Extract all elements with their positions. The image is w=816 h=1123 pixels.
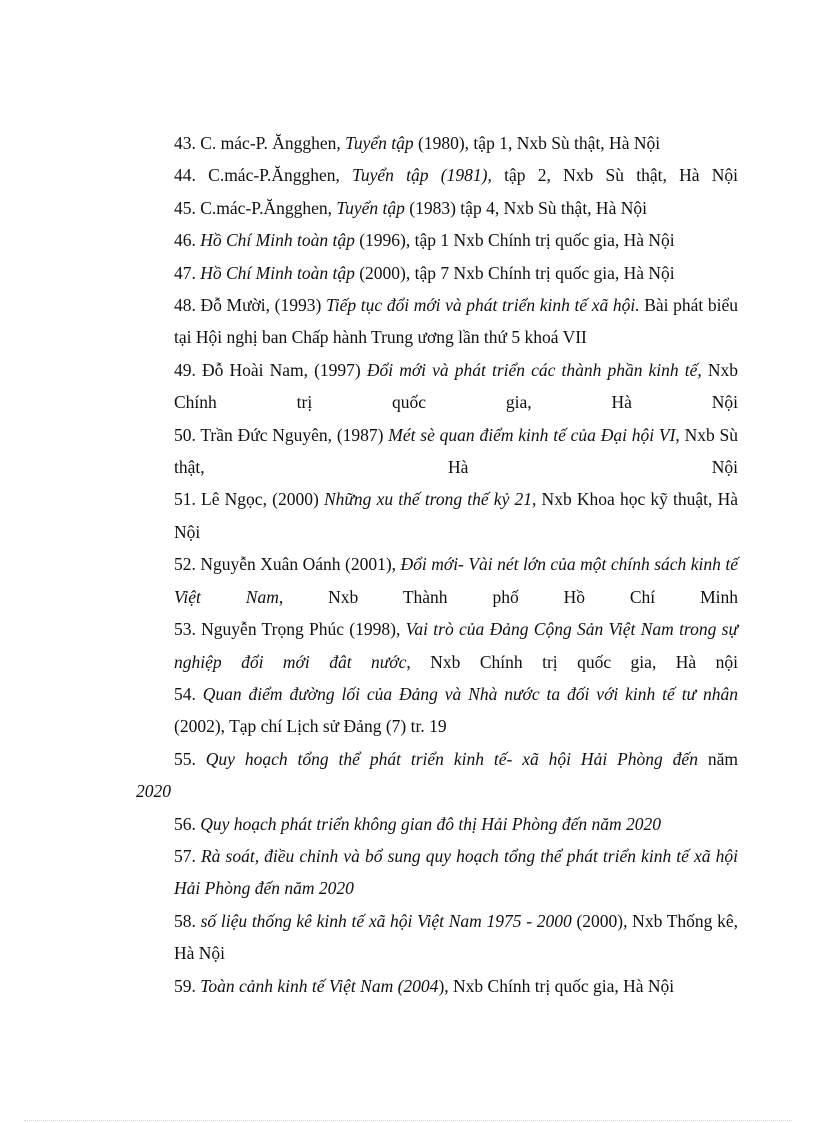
entry-details: năm: [697, 748, 738, 769]
entry-author: Trần Đức Nguyên, (1987): [200, 424, 389, 445]
entry-title-tail: 2020: [136, 781, 171, 802]
entry-number: 49.: [174, 359, 196, 380]
entry-title: số liệu thống kê kinh tế xã hội Việt Nam 1975 - 2000: [200, 910, 572, 931]
entry-details: tập 2, Nxb Sù thật, Hà Nội: [491, 165, 738, 186]
entry-author: Lê Ngọc, (2000): [201, 489, 324, 510]
entry-details: , Nxb Sù thật, Hà Nội: [174, 424, 739, 478]
entry-title: Những xu thế trong thế kỷ 21: [323, 489, 533, 510]
entry-number: 51.: [174, 489, 196, 510]
entry-title: Tiếp tục đổi mới và phát triển kinh tế xã hội.: [325, 295, 640, 316]
entry-details: (1983) tập 4, Nxb Sù thật, Hà Nội: [404, 197, 647, 218]
entry-title: Hồ Chí Minh toàn tập: [200, 230, 355, 251]
entry-number: 48.: [174, 295, 196, 316]
entry-title: Quy hoạch tổng thể phát triển kinh tế- xã hội Hải Phòng đến: [205, 748, 698, 769]
entry-number: 58.: [174, 910, 196, 931]
entry-details: ), Nxb Chính trị quốc gia, Hà Nội: [438, 975, 675, 996]
entry-author: Nguyễn Trọng Phúc (1998),: [201, 619, 406, 640]
entry-details: (1980), tập 1, Nxb Sù thật, Hà Nội: [413, 133, 661, 153]
entry-title: Hồ Chí Minh toàn tập: [200, 262, 355, 283]
entry-number: 43.: [174, 133, 196, 153]
reference-entry-51: [174, 483, 738, 548]
entry-details: Bài phát biểu tại Hội nghị ban Chấp hành Trung ương lần thứ 5 khoá VII: [174, 295, 739, 348]
reference-list: [136, 127, 739, 1002]
reference-entry-59: [174, 970, 738, 1002]
entry-author: Nguyễn Xuân Oánh (2001),: [200, 554, 401, 575]
entry-title: Tuyển tập: [336, 197, 405, 218]
entry-title: Toàn cảnh kinh tế Việt Nam (2004: [200, 975, 439, 996]
entry-number: 52.: [174, 554, 196, 575]
entry-author: Đỗ Mười, (1993): [200, 295, 326, 316]
entry-title: Rà soát, điều chỉnh và bổ sung quy hoạch tổng thể phát triển kinh tế xã hội Hải Phòng đến năm 2020: [174, 845, 739, 899]
entry-title: Mét sè quan điểm kinh tế của Đại hội VI: [388, 424, 676, 445]
entry-details: , Nxb Thành phố Hồ Chí Minh: [278, 586, 738, 607]
entry-details: (2000), tập 7 Nxb Chính trị quốc gia, Hà Nội: [354, 262, 675, 283]
entry-title: Tuyển tập (1981),: [352, 165, 492, 186]
reference-entry-55: [174, 743, 738, 775]
reference-entry-58: [174, 905, 738, 970]
entry-details: Nxb Chính trị quốc gia, Hà Nội: [174, 359, 739, 413]
reference-entry-47: [174, 257, 738, 289]
reference-entry-48: [174, 289, 738, 354]
entry-title: Vai trò của Đảng Cộng Sản Việt Nam trong sự nghiệp đổi mới đât nước: [174, 619, 738, 672]
reference-entry-54: [174, 678, 738, 743]
reference-entry-45: [174, 192, 738, 224]
entry-title: Đổi mới- Vài nét lớn của một chính sách kinh tế Việt Nam: [174, 554, 739, 607]
reference-entry-57: [174, 840, 738, 905]
page-bottom-divider: [24, 1120, 792, 1121]
entry-title: , Tuyển tập: [336, 133, 414, 153]
entry-number: 56.: [174, 813, 196, 834]
entry-number: 59.: [174, 975, 196, 996]
entry-author: C.mác-P.Ăngghen,: [208, 165, 353, 186]
entry-number: 47.: [174, 262, 196, 283]
entry-author: Đỗ Hoài Nam, (1997): [201, 359, 367, 380]
entry-title: Đổi mới và phát triển các thành phần kinh tế,: [366, 359, 702, 380]
entry-number: 44.: [174, 165, 196, 186]
entry-title: Quan điểm đường lối của Đảng và Nhà nước ta đối với kinh tế tư nhân: [202, 683, 738, 704]
entry-details: (2002), Tạp chí Lịch sử Đảng (7) tr. 19: [174, 716, 447, 737]
reference-entry-55-continuation: [136, 775, 738, 807]
entry-details: , Nxb Chính trị quốc gia, Hà nội: [406, 651, 738, 672]
reference-entry-52: [174, 548, 738, 613]
entry-number: 54.: [174, 683, 196, 704]
entry-details: , Nxb Khoa học kỹ thuật, Hà Nội: [174, 489, 738, 542]
reference-entry-46: [174, 224, 738, 256]
entry-details: (1996), tập 1 Nxb Chính trị quốc gia, Hà Nội: [354, 230, 675, 251]
entry-number: 46.: [174, 230, 196, 251]
entry-author: C. mác-P. Ăngghen: [200, 133, 337, 153]
reference-entry-50: [174, 419, 738, 484]
reference-entry-44: [174, 159, 738, 191]
entry-number: 50.: [174, 424, 196, 445]
reference-entry-43: [174, 127, 738, 159]
entry-number: 53.: [174, 619, 196, 640]
reference-entry-56: [174, 808, 738, 840]
entry-number: 55.: [174, 748, 196, 769]
entry-details: (2000), Nxb Thống kê, Hà Nội: [174, 910, 739, 964]
reference-entry-49: [174, 354, 738, 419]
entry-number: 57.: [174, 845, 196, 866]
reference-entry-53: [174, 613, 738, 678]
entry-author: C.mác-P.Ăngghen,: [200, 197, 337, 218]
entry-number: 45.: [174, 197, 196, 218]
entry-title: Quy hoạch phát triển không gian đô thị Hải Phòng đến năm 2020: [200, 813, 662, 834]
